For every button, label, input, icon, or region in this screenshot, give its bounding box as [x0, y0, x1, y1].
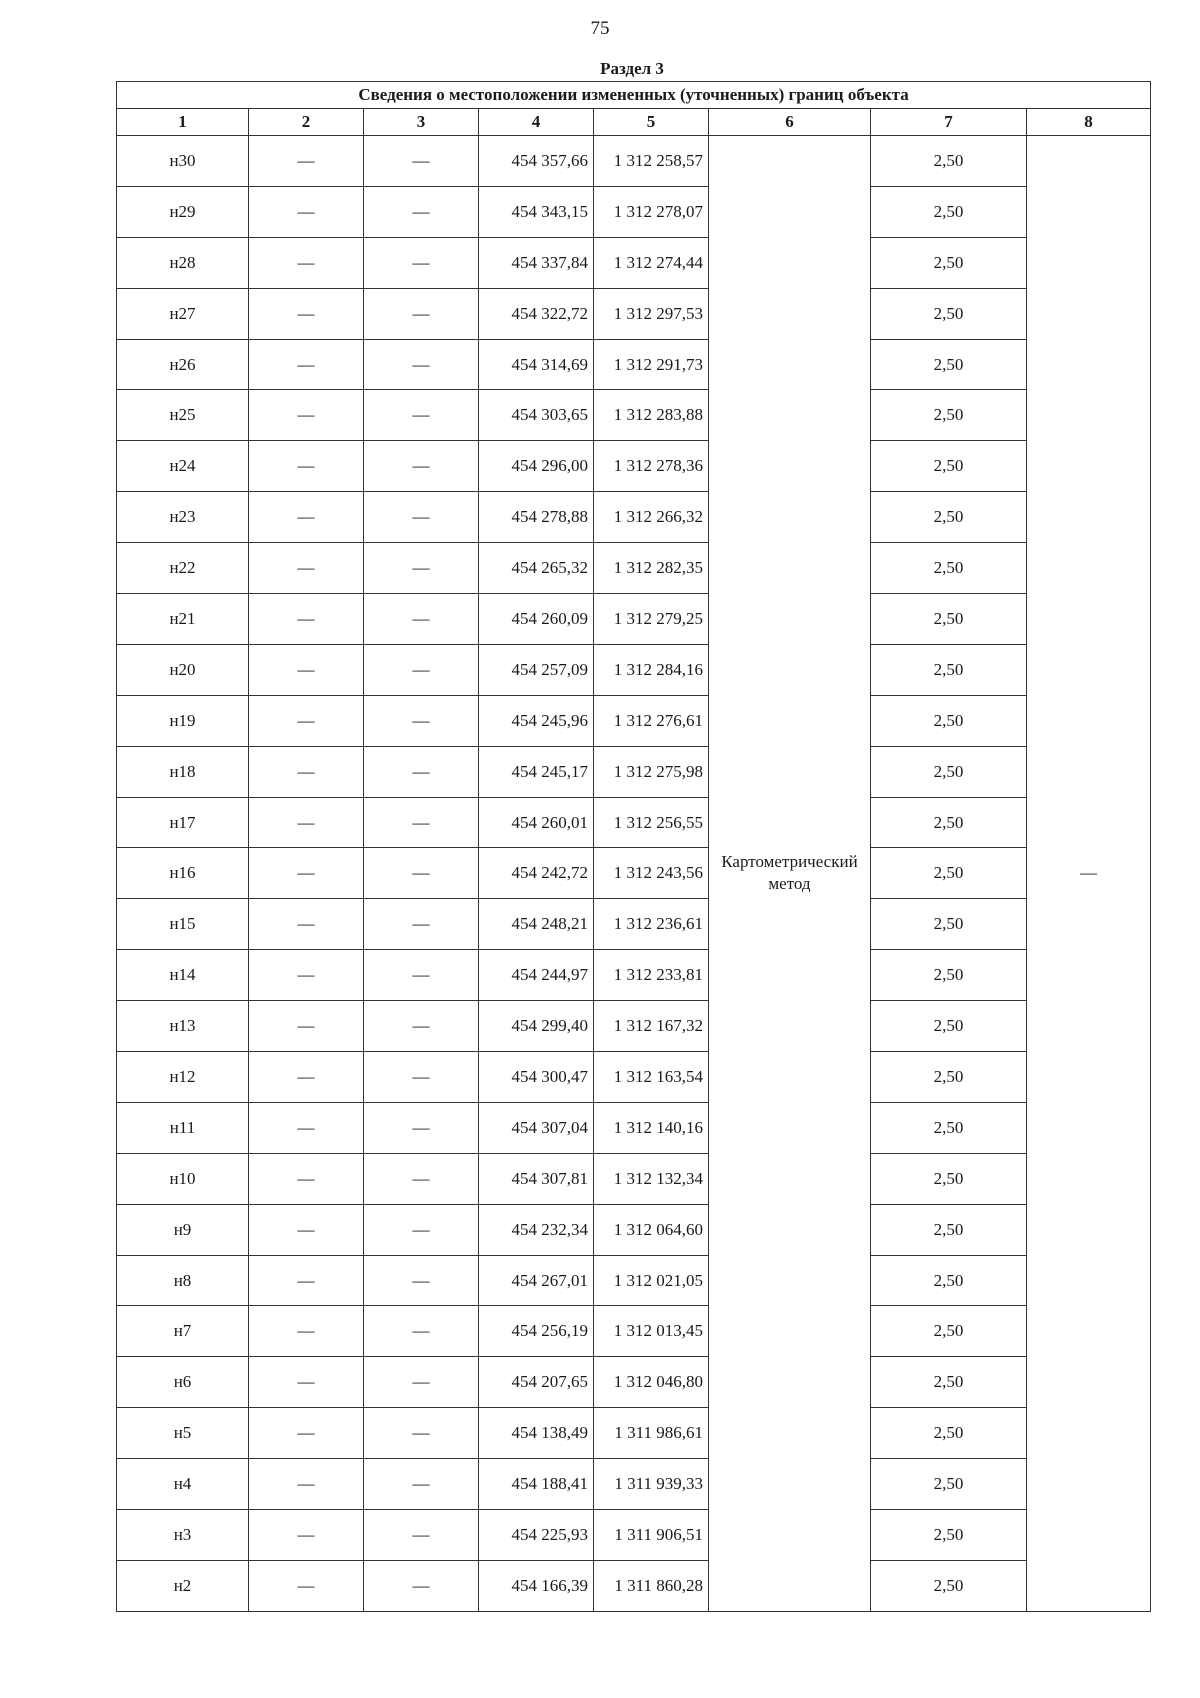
- y-coordinate-cell: 1 311 986,61: [594, 1408, 709, 1459]
- table-row: [117, 390, 1151, 441]
- column-3-cell: —: [364, 848, 479, 899]
- column-3-cell: —: [364, 899, 479, 950]
- accuracy-cell: 2,50: [871, 136, 1027, 187]
- point-name-cell: н25: [117, 390, 249, 441]
- section-title: Раздел 3: [600, 59, 664, 78]
- table-row: [117, 1408, 1151, 1459]
- y-coordinate-cell: 1 312 279,25: [594, 594, 709, 645]
- x-coordinate-cell: 454 300,47: [479, 1052, 594, 1103]
- coordinates-table: [116, 81, 1151, 1612]
- point-name-cell: н2: [117, 1560, 249, 1611]
- column-8-cell: —: [1027, 136, 1151, 1612]
- table-row: [117, 1153, 1151, 1204]
- x-coordinate-cell: 454 307,04: [479, 1102, 594, 1153]
- column-2-cell: —: [249, 1153, 364, 1204]
- point-name-cell: н12: [117, 1052, 249, 1103]
- column-2-cell: —: [249, 1255, 364, 1306]
- column-2-cell: —: [249, 797, 364, 848]
- column-2-cell: —: [249, 1357, 364, 1408]
- y-coordinate-cell: 1 312 266,32: [594, 492, 709, 543]
- column-number: 4: [479, 109, 594, 136]
- y-coordinate-cell: 1 312 132,34: [594, 1153, 709, 1204]
- column-3-cell: —: [364, 441, 479, 492]
- y-coordinate-cell: 1 312 297,53: [594, 288, 709, 339]
- accuracy-cell: 2,50: [871, 1459, 1027, 1510]
- y-coordinate-cell: 1 312 167,32: [594, 1001, 709, 1052]
- column-3-cell: —: [364, 1153, 479, 1204]
- x-coordinate-cell: 454 260,09: [479, 594, 594, 645]
- accuracy-cell: 2,50: [871, 492, 1027, 543]
- table-row: [117, 441, 1151, 492]
- y-coordinate-cell: 1 312 291,73: [594, 339, 709, 390]
- table-row: [117, 848, 1151, 899]
- point-name-cell: н16: [117, 848, 249, 899]
- point-name-cell: н10: [117, 1153, 249, 1204]
- column-3-cell: —: [364, 644, 479, 695]
- accuracy-cell: 2,50: [871, 441, 1027, 492]
- y-coordinate-cell: 1 311 860,28: [594, 1560, 709, 1611]
- point-name-cell: н22: [117, 543, 249, 594]
- accuracy-cell: 2,50: [871, 1102, 1027, 1153]
- method-cell: Картометрический метод: [709, 136, 871, 1612]
- column-2-cell: —: [249, 1510, 364, 1561]
- column-3-cell: —: [364, 136, 479, 187]
- point-name-cell: н9: [117, 1204, 249, 1255]
- column-number-row: [117, 109, 1151, 136]
- accuracy-cell: 2,50: [871, 390, 1027, 441]
- x-coordinate-cell: 454 256,19: [479, 1306, 594, 1357]
- column-3-cell: —: [364, 1306, 479, 1357]
- y-coordinate-cell: 1 312 064,60: [594, 1204, 709, 1255]
- x-coordinate-cell: 454 225,93: [479, 1510, 594, 1561]
- column-3-cell: —: [364, 1102, 479, 1153]
- x-coordinate-cell: 454 337,84: [479, 237, 594, 288]
- table-row: [117, 288, 1151, 339]
- y-coordinate-cell: 1 312 276,61: [594, 695, 709, 746]
- column-3-cell: —: [364, 492, 479, 543]
- column-2-cell: —: [249, 390, 364, 441]
- accuracy-cell: 2,50: [871, 1560, 1027, 1611]
- page-number: 75: [590, 18, 610, 39]
- column-2-cell: —: [249, 237, 364, 288]
- table-row: [117, 644, 1151, 695]
- point-name-cell: н18: [117, 746, 249, 797]
- x-coordinate-cell: 454 307,81: [479, 1153, 594, 1204]
- point-name-cell: н14: [117, 950, 249, 1001]
- x-coordinate-cell: 454 248,21: [479, 899, 594, 950]
- point-name-cell: н27: [117, 288, 249, 339]
- column-3-cell: —: [364, 237, 479, 288]
- point-name-cell: н19: [117, 695, 249, 746]
- column-3-cell: —: [364, 288, 479, 339]
- point-name-cell: н15: [117, 899, 249, 950]
- point-name-cell: н29: [117, 186, 249, 237]
- column-2-cell: —: [249, 899, 364, 950]
- accuracy-cell: 2,50: [871, 1408, 1027, 1459]
- table-row: [117, 339, 1151, 390]
- x-coordinate-cell: 454 245,17: [479, 746, 594, 797]
- table-row: [117, 899, 1151, 950]
- x-coordinate-cell: 454 244,97: [479, 950, 594, 1001]
- y-coordinate-cell: 1 312 282,35: [594, 543, 709, 594]
- point-name-cell: н23: [117, 492, 249, 543]
- column-number: 7: [871, 109, 1027, 136]
- point-name-cell: н5: [117, 1408, 249, 1459]
- column-2-cell: —: [249, 1001, 364, 1052]
- table-row: [117, 543, 1151, 594]
- accuracy-cell: 2,50: [871, 848, 1027, 899]
- point-name-cell: н30: [117, 136, 249, 187]
- y-coordinate-cell: 1 312 283,88: [594, 390, 709, 441]
- point-name-cell: н21: [117, 594, 249, 645]
- table-body: [117, 136, 1151, 1612]
- column-3-cell: —: [364, 746, 479, 797]
- accuracy-cell: 2,50: [871, 797, 1027, 848]
- accuracy-cell: 2,50: [871, 1153, 1027, 1204]
- column-3-cell: —: [364, 950, 479, 1001]
- column-number: 1: [117, 109, 249, 136]
- point-name-cell: н24: [117, 441, 249, 492]
- y-coordinate-cell: 1 312 258,57: [594, 136, 709, 187]
- accuracy-cell: 2,50: [871, 1357, 1027, 1408]
- table-row: [117, 1560, 1151, 1611]
- column-2-cell: —: [249, 594, 364, 645]
- column-2-cell: —: [249, 1560, 364, 1611]
- accuracy-cell: 2,50: [871, 543, 1027, 594]
- accuracy-cell: 2,50: [871, 339, 1027, 390]
- accuracy-cell: 2,50: [871, 695, 1027, 746]
- x-coordinate-cell: 454 303,65: [479, 390, 594, 441]
- y-coordinate-cell: 1 312 163,54: [594, 1052, 709, 1103]
- y-coordinate-cell: 1 312 233,81: [594, 950, 709, 1001]
- table-row: [117, 1052, 1151, 1103]
- x-coordinate-cell: 454 232,34: [479, 1204, 594, 1255]
- column-3-cell: —: [364, 1357, 479, 1408]
- point-name-cell: н20: [117, 644, 249, 695]
- column-2-cell: —: [249, 1204, 364, 1255]
- table-row: [117, 695, 1151, 746]
- table-row: [117, 1204, 1151, 1255]
- column-2-cell: —: [249, 1459, 364, 1510]
- column-3-cell: —: [364, 543, 479, 594]
- y-coordinate-cell: 1 312 021,05: [594, 1255, 709, 1306]
- column-3-cell: —: [364, 1204, 479, 1255]
- point-name-cell: н4: [117, 1459, 249, 1510]
- column-2-cell: —: [249, 1408, 364, 1459]
- y-coordinate-cell: 1 312 278,36: [594, 441, 709, 492]
- y-coordinate-cell: 1 311 939,33: [594, 1459, 709, 1510]
- column-2-cell: —: [249, 492, 364, 543]
- column-number: 2: [249, 109, 364, 136]
- table-row: [117, 1255, 1151, 1306]
- column-3-cell: —: [364, 594, 479, 645]
- x-coordinate-cell: 454 357,66: [479, 136, 594, 187]
- table-row: [117, 1459, 1151, 1510]
- column-3-cell: —: [364, 339, 479, 390]
- column-2-cell: —: [249, 644, 364, 695]
- column-2-cell: —: [249, 950, 364, 1001]
- accuracy-cell: 2,50: [871, 1306, 1027, 1357]
- column-3-cell: —: [364, 1052, 479, 1103]
- point-name-cell: н17: [117, 797, 249, 848]
- column-2-cell: —: [249, 1306, 364, 1357]
- x-coordinate-cell: 454 343,15: [479, 186, 594, 237]
- column-3-cell: —: [364, 1560, 479, 1611]
- accuracy-cell: 2,50: [871, 1510, 1027, 1561]
- y-coordinate-cell: 1 312 013,45: [594, 1306, 709, 1357]
- column-3-cell: —: [364, 797, 479, 848]
- y-coordinate-cell: 1 312 236,61: [594, 899, 709, 950]
- accuracy-cell: 2,50: [871, 746, 1027, 797]
- column-3-cell: —: [364, 1255, 479, 1306]
- column-2-cell: —: [249, 186, 364, 237]
- point-name-cell: н13: [117, 1001, 249, 1052]
- x-coordinate-cell: 454 188,41: [479, 1459, 594, 1510]
- accuracy-cell: 2,50: [871, 899, 1027, 950]
- y-coordinate-cell: 1 312 256,55: [594, 797, 709, 848]
- column-3-cell: —: [364, 1510, 479, 1561]
- column-2-cell: —: [249, 136, 364, 187]
- x-coordinate-cell: 454 322,72: [479, 288, 594, 339]
- x-coordinate-cell: 454 166,39: [479, 1560, 594, 1611]
- column-2-cell: —: [249, 543, 364, 594]
- x-coordinate-cell: 454 296,00: [479, 441, 594, 492]
- accuracy-cell: 2,50: [871, 950, 1027, 1001]
- table-row: [117, 1306, 1151, 1357]
- table-row: [117, 1357, 1151, 1408]
- column-2-cell: —: [249, 848, 364, 899]
- point-name-cell: н6: [117, 1357, 249, 1408]
- accuracy-cell: 2,50: [871, 288, 1027, 339]
- table-row: [117, 797, 1151, 848]
- x-coordinate-cell: 454 242,72: [479, 848, 594, 899]
- x-coordinate-cell: 454 314,69: [479, 339, 594, 390]
- column-2-cell: —: [249, 1052, 364, 1103]
- column-number: 3: [364, 109, 479, 136]
- x-coordinate-cell: 454 138,49: [479, 1408, 594, 1459]
- y-coordinate-cell: 1 312 284,16: [594, 644, 709, 695]
- y-coordinate-cell: 1 312 243,56: [594, 848, 709, 899]
- point-name-cell: н7: [117, 1306, 249, 1357]
- column-3-cell: —: [364, 186, 479, 237]
- point-name-cell: н3: [117, 1510, 249, 1561]
- table-row: [117, 136, 1151, 187]
- table-row: [117, 1102, 1151, 1153]
- column-number: 5: [594, 109, 709, 136]
- point-name-cell: н8: [117, 1255, 249, 1306]
- x-coordinate-cell: 454 299,40: [479, 1001, 594, 1052]
- column-number: 6: [709, 109, 871, 136]
- accuracy-cell: 2,50: [871, 644, 1027, 695]
- column-2-cell: —: [249, 441, 364, 492]
- accuracy-cell: 2,50: [871, 1204, 1027, 1255]
- column-number: 8: [1027, 109, 1151, 136]
- accuracy-cell: 2,50: [871, 1255, 1027, 1306]
- column-3-cell: —: [364, 1459, 479, 1510]
- column-3-cell: —: [364, 390, 479, 441]
- y-coordinate-cell: 1 312 140,16: [594, 1102, 709, 1153]
- table-row: [117, 492, 1151, 543]
- column-2-cell: —: [249, 746, 364, 797]
- table-row: [117, 594, 1151, 645]
- y-coordinate-cell: 1 312 046,80: [594, 1357, 709, 1408]
- table-row: [117, 746, 1151, 797]
- column-2-cell: —: [249, 288, 364, 339]
- table-row: [117, 1510, 1151, 1561]
- y-coordinate-cell: 1 312 275,98: [594, 746, 709, 797]
- column-2-cell: —: [249, 695, 364, 746]
- x-coordinate-cell: 454 245,96: [479, 695, 594, 746]
- table-row: [117, 186, 1151, 237]
- x-coordinate-cell: 454 267,01: [479, 1255, 594, 1306]
- x-coordinate-cell: 454 207,65: [479, 1357, 594, 1408]
- point-name-cell: н11: [117, 1102, 249, 1153]
- column-3-cell: —: [364, 1408, 479, 1459]
- point-name-cell: н26: [117, 339, 249, 390]
- point-name-cell: н28: [117, 237, 249, 288]
- accuracy-cell: 2,50: [871, 237, 1027, 288]
- table-row: [117, 237, 1151, 288]
- table-title: Сведения о местоположении измененных (уточненных) границ объекта: [117, 82, 1151, 109]
- table-row: [117, 950, 1151, 1001]
- column-2-cell: —: [249, 339, 364, 390]
- column-2-cell: —: [249, 1102, 364, 1153]
- column-3-cell: —: [364, 1001, 479, 1052]
- x-coordinate-cell: 454 260,01: [479, 797, 594, 848]
- y-coordinate-cell: 1 312 274,44: [594, 237, 709, 288]
- accuracy-cell: 2,50: [871, 1001, 1027, 1052]
- x-coordinate-cell: 454 265,32: [479, 543, 594, 594]
- accuracy-cell: 2,50: [871, 186, 1027, 237]
- y-coordinate-cell: 1 312 278,07: [594, 186, 709, 237]
- table-row: [117, 1001, 1151, 1052]
- x-coordinate-cell: 454 257,09: [479, 644, 594, 695]
- y-coordinate-cell: 1 311 906,51: [594, 1510, 709, 1561]
- accuracy-cell: 2,50: [871, 1052, 1027, 1103]
- x-coordinate-cell: 454 278,88: [479, 492, 594, 543]
- accuracy-cell: 2,50: [871, 594, 1027, 645]
- column-3-cell: —: [364, 695, 479, 746]
